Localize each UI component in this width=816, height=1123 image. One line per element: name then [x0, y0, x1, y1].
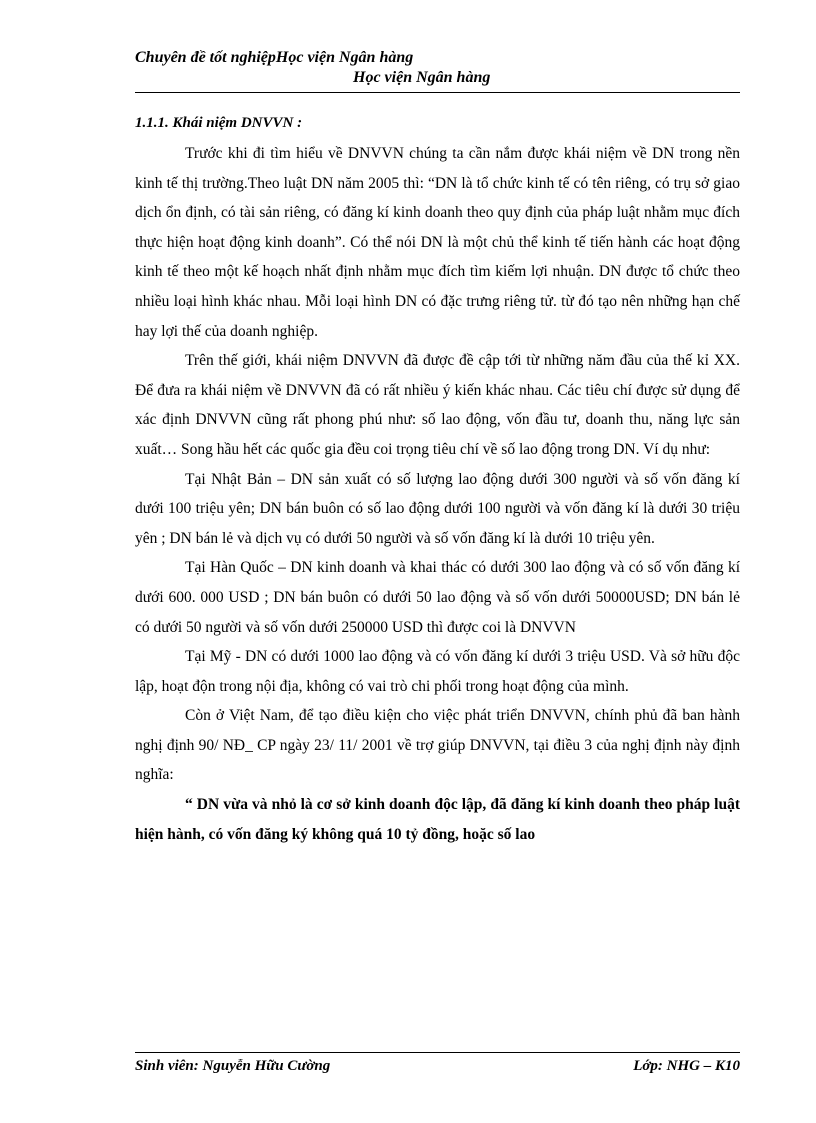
footer-student: Sinh viên: Nguyễn Hữu Cường — [135, 1058, 331, 1074]
page-footer — [135, 1052, 740, 1075]
section-heading: 1.1.1. Khái niệm DNVVN : — [135, 115, 303, 131]
paragraph-quote: “ DN vừa và nhỏ là cơ sở kinh doanh độc lập, đã đăng kí kinh doanh theo pháp luật hiện hành, có vốn đăng ký không quá 10 tỷ đồng, hoặc số lao — [135, 796, 740, 843]
paragraph-vietnam: Còn ở Việt Nam, để tạo điều kiện cho việc phát triển DNVVN, chính phủ đã ban hành nghị định 90/ NĐ_ CP ngày 23/ 11/ 2001 về trợ giúp DNVVN, tại điều 3 của nghị định này định nghĩa: — [135, 707, 740, 784]
header-title: Chuyên đề tốt nghiệpHọc viện Ngân hàng — [135, 49, 414, 66]
paragraph-usa: Tại Mỹ - DN có dưới 1000 lao động và có vốn đăng kí dưới 3 triệu USD. Và sở hữu độc lập, hoạt độn trong nội địa, không có vai trò chi phối trong hoạt động của mình. — [135, 648, 740, 695]
paragraph-korea: Tại Hàn Quốc – DN kinh doanh và khai thác có dưới 300 lao động và có số vốn đăng kí dưới 600. 000 USD ; DN bán buôn có dưới 50 lao động và số vốn dưới 50000USD; DN bán lẻ có dưới 50 người và số vốn dưới 250000 USD thì được coi là DNVVN — [135, 559, 740, 636]
header-subtitle: Học viện Ngân hàng — [353, 69, 491, 86]
paragraph-world: Trên thế giới, khái niệm DNVVN đã được đề cập tới từ những năm đầu của thế kỉ XX. Để đưa ra khái niệm về DNVVN đã có rất nhiều ý kiến khác nhau. Các tiêu chí được sử dụng để xác định DNVVN cũng rất phong phú như: số lao động, vốn đầu tư, doanh thu, năng lực sản xuất… Song hầu hết các quốc gia đều coi trọng tiêu chí về số lao động trong DN. Ví dụ như: — [135, 352, 740, 458]
page-header — [135, 48, 740, 93]
paragraph-definition: Trước khi đi tìm hiểu về DNVVN chúng ta cần nắm được khái niệm về DN trong nền kinh tế thị trường.Theo luật DN năm 2005 thì: “DN là tổ chức kinh tế có tên riêng, có trụ sở giao dịch ổn định, có tài sản riêng, có đăng kí kinh doanh theo quy định của pháp luật nhằm mục đích thực hiện hoạt động kinh doanh”. Có thể nói DN là một chủ thể kinh tế tiến hành các hoạt động kinh tế theo một kế hoạch nhất định nhằm mục đích tìm kiếm lợi nhuận. DN được tổ chức theo nhiều loại hình khác nhau. Mỗi loại hình DN có đặc trưng riêng tử. từ đó tạo nên những hạn chế hay lợi thế của doanh nghiệp. — [135, 145, 740, 340]
paragraph-japan: Tại Nhật Bản – DN sản xuất có số lượng lao động dưới 300 người và số vốn đăng kí dưới 100 triệu yên; DN bán buôn có số lao động dưới 100 người và vốn đăng kí là dưới 30 triệu yên ; DN bán lẻ và dịch vụ có dưới 50 người và số vốn đăng kí là dưới 10 triệu yên. — [135, 470, 740, 547]
page-body — [135, 113, 740, 849]
footer-class: Lớp: NHG – K10 — [633, 1058, 740, 1074]
